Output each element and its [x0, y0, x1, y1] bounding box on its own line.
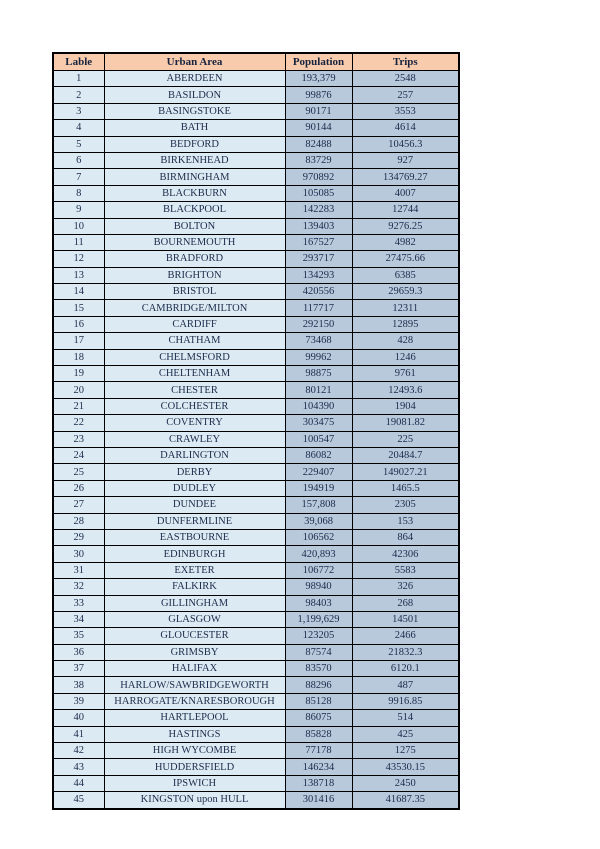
population-cell: 77178 [285, 743, 352, 759]
population-cell: 142283 [285, 202, 352, 218]
label-cell: 14 [53, 284, 104, 300]
table-row [53, 562, 459, 578]
table-row [53, 644, 459, 660]
header-row [53, 53, 459, 71]
population-cell: 134293 [285, 267, 352, 283]
table-row [53, 398, 459, 414]
urban-area-cell: CARDIFF [104, 316, 285, 332]
table-row [53, 693, 459, 709]
table-row [53, 202, 459, 218]
label-cell: 37 [53, 661, 104, 677]
label-cell: 9 [53, 202, 104, 218]
urban-area-cell: BLACKBURN [104, 185, 285, 201]
population-cell: 88296 [285, 677, 352, 693]
trips-cell: 12744 [352, 202, 459, 218]
population-cell: 90171 [285, 103, 352, 119]
trips-cell: 425 [352, 726, 459, 742]
population-cell: 293717 [285, 251, 352, 267]
urban-area-cell: BOLTON [104, 218, 285, 234]
trips-cell: 2466 [352, 628, 459, 644]
table-row [53, 529, 459, 545]
table-row [53, 513, 459, 529]
label-cell: 43 [53, 759, 104, 775]
urban-area-cell: DUNDEE [104, 497, 285, 513]
table-row [53, 333, 459, 349]
label-cell: 13 [53, 267, 104, 283]
table-row [53, 775, 459, 791]
trips-cell: 42306 [352, 546, 459, 562]
label-cell: 15 [53, 300, 104, 316]
urban-area-cell: FALKIRK [104, 579, 285, 595]
population-cell: 85828 [285, 726, 352, 742]
urban-area-cell: HARTLEPOOL [104, 710, 285, 726]
population-cell: 98403 [285, 595, 352, 611]
label-cell: 26 [53, 480, 104, 496]
population-cell: 98875 [285, 366, 352, 382]
table-row [53, 611, 459, 627]
label-cell: 31 [53, 562, 104, 578]
urban-area-cell: GRIMSBY [104, 644, 285, 660]
trips-cell: 12311 [352, 300, 459, 316]
population-cell: 80121 [285, 382, 352, 398]
trips-cell: 257 [352, 87, 459, 103]
label-cell: 34 [53, 611, 104, 627]
urban-area-cell: HIGH WYCOMBE [104, 743, 285, 759]
table-row [53, 251, 459, 267]
urban-area-cell: HARROGATE/KNARESBOROUGH [104, 693, 285, 709]
label-cell: 17 [53, 333, 104, 349]
label-cell: 23 [53, 431, 104, 447]
trips-cell: 225 [352, 431, 459, 447]
trips-cell: 428 [352, 333, 459, 349]
table-row [53, 382, 459, 398]
label-cell: 21 [53, 398, 104, 414]
urban-area-cell: GLOUCESTER [104, 628, 285, 644]
urban-area-cell: HASTINGS [104, 726, 285, 742]
table-row [53, 234, 459, 250]
population-cell: 229407 [285, 464, 352, 480]
trips-cell: 4614 [352, 120, 459, 136]
trips-cell: 12493.6 [352, 382, 459, 398]
urban-area-cell: GILLINGHAM [104, 595, 285, 611]
header-population: Population [285, 53, 352, 71]
header-trips: Trips [352, 53, 459, 71]
table-body [53, 71, 459, 809]
label-cell: 39 [53, 693, 104, 709]
trips-cell: 27475.66 [352, 251, 459, 267]
table-row [53, 218, 459, 234]
table-row [53, 136, 459, 152]
urban-area-cell: GLASGOW [104, 611, 285, 627]
trips-cell: 1904 [352, 398, 459, 414]
trips-cell: 12895 [352, 316, 459, 332]
label-cell: 1 [53, 71, 104, 87]
trips-cell: 14501 [352, 611, 459, 627]
table-row [53, 677, 459, 693]
urban-area-cell: HUDDERSFIELD [104, 759, 285, 775]
trips-cell: 153 [352, 513, 459, 529]
table-row [53, 349, 459, 365]
table-row [53, 661, 459, 677]
urban-area-cell: ABERDEEN [104, 71, 285, 87]
trips-cell: 20484.7 [352, 447, 459, 463]
population-cell: 138718 [285, 775, 352, 791]
trips-cell: 864 [352, 529, 459, 545]
trips-cell: 487 [352, 677, 459, 693]
population-cell: 90144 [285, 120, 352, 136]
population-cell: 167527 [285, 234, 352, 250]
population-cell: 157,808 [285, 497, 352, 513]
label-cell: 32 [53, 579, 104, 595]
population-cell: 146234 [285, 759, 352, 775]
trips-cell: 927 [352, 152, 459, 168]
trips-cell: 4982 [352, 234, 459, 250]
label-cell: 40 [53, 710, 104, 726]
label-cell: 10 [53, 218, 104, 234]
label-cell: 18 [53, 349, 104, 365]
population-cell: 194919 [285, 480, 352, 496]
label-cell: 28 [53, 513, 104, 529]
urban-area-cell: BRIGHTON [104, 267, 285, 283]
urban-area-cell: DUDLEY [104, 480, 285, 496]
population-cell: 1,199,629 [285, 611, 352, 627]
urban-area-cell: COLCHESTER [104, 398, 285, 414]
trips-cell: 9276.25 [352, 218, 459, 234]
urban-area-cell: DARLINGTON [104, 447, 285, 463]
table-row [53, 169, 459, 185]
population-cell: 106772 [285, 562, 352, 578]
label-cell: 45 [53, 792, 104, 809]
table-row [53, 103, 459, 119]
trips-cell: 10456.3 [352, 136, 459, 152]
trips-cell: 1275 [352, 743, 459, 759]
label-cell: 6 [53, 152, 104, 168]
label-cell: 41 [53, 726, 104, 742]
urban-area-cell: BIRKENHEAD [104, 152, 285, 168]
table-row [53, 431, 459, 447]
trips-cell: 134769.27 [352, 169, 459, 185]
population-cell: 100547 [285, 431, 352, 447]
trips-cell: 19081.82 [352, 415, 459, 431]
population-cell: 83729 [285, 152, 352, 168]
trips-cell: 2450 [352, 775, 459, 791]
urban-area-cell: IPSWICH [104, 775, 285, 791]
urban-area-cell: BIRMINGHAM [104, 169, 285, 185]
label-cell: 22 [53, 415, 104, 431]
urban-area-cell: HALIFAX [104, 661, 285, 677]
urban-area-cell: BLACKPOOL [104, 202, 285, 218]
trips-cell: 41687.35 [352, 792, 459, 809]
label-cell: 29 [53, 529, 104, 545]
population-cell: 301416 [285, 792, 352, 809]
trips-cell: 3553 [352, 103, 459, 119]
table-row [53, 497, 459, 513]
table-row [53, 120, 459, 136]
urban-area-cell: CHESTER [104, 382, 285, 398]
population-cell: 73468 [285, 333, 352, 349]
table-row [53, 759, 459, 775]
label-cell: 11 [53, 234, 104, 250]
urban-area-cell: CHATHAM [104, 333, 285, 349]
population-cell: 292150 [285, 316, 352, 332]
population-cell: 420,893 [285, 546, 352, 562]
urban-area-cell: EXETER [104, 562, 285, 578]
table-row [53, 726, 459, 742]
urban-area-cell: DERBY [104, 464, 285, 480]
population-cell: 39,068 [285, 513, 352, 529]
trips-cell: 4007 [352, 185, 459, 201]
label-cell: 4 [53, 120, 104, 136]
table-row [53, 628, 459, 644]
population-cell: 105085 [285, 185, 352, 201]
table-row [53, 415, 459, 431]
table-row [53, 579, 459, 595]
population-cell: 98940 [285, 579, 352, 595]
label-cell: 42 [53, 743, 104, 759]
label-cell: 27 [53, 497, 104, 513]
label-cell: 24 [53, 447, 104, 463]
urban-area-table [52, 52, 460, 810]
trips-cell: 2548 [352, 71, 459, 87]
label-cell: 44 [53, 775, 104, 791]
table-row [53, 710, 459, 726]
table-row [53, 300, 459, 316]
label-cell: 20 [53, 382, 104, 398]
population-cell: 139403 [285, 218, 352, 234]
urban-area-cell: BOURNEMOUTH [104, 234, 285, 250]
label-cell: 38 [53, 677, 104, 693]
urban-area-cell: COVENTRY [104, 415, 285, 431]
urban-area-cell: BASINGSTOKE [104, 103, 285, 119]
population-cell: 303475 [285, 415, 352, 431]
table-row [53, 71, 459, 87]
population-cell: 970892 [285, 169, 352, 185]
trips-cell: 5583 [352, 562, 459, 578]
label-cell: 19 [53, 366, 104, 382]
urban-area-cell: EDINBURGH [104, 546, 285, 562]
urban-area-cell: DUNFERMLINE [104, 513, 285, 529]
label-cell: 3 [53, 103, 104, 119]
trips-cell: 6120.1 [352, 661, 459, 677]
urban-area-cell: HARLOW/SAWBRIDGEWORTH [104, 677, 285, 693]
label-cell: 36 [53, 644, 104, 660]
table-row [53, 792, 459, 809]
urban-area-cell: CHELMSFORD [104, 349, 285, 365]
table-row [53, 464, 459, 480]
population-cell: 99876 [285, 87, 352, 103]
urban-area-cell: BRADFORD [104, 251, 285, 267]
table-row [53, 595, 459, 611]
trips-cell: 1465.5 [352, 480, 459, 496]
population-cell: 86082 [285, 447, 352, 463]
table-row [53, 546, 459, 562]
trips-cell: 149027.21 [352, 464, 459, 480]
table-row [53, 87, 459, 103]
population-cell: 104390 [285, 398, 352, 414]
urban-area-cell: KINGSTON upon HULL [104, 792, 285, 809]
table-row [53, 316, 459, 332]
table-row [53, 284, 459, 300]
label-cell: 7 [53, 169, 104, 185]
table-row [53, 447, 459, 463]
population-cell: 85128 [285, 693, 352, 709]
trips-cell: 6385 [352, 267, 459, 283]
trips-cell: 9916.85 [352, 693, 459, 709]
trips-cell: 29659.3 [352, 284, 459, 300]
table-row [53, 152, 459, 168]
trips-cell: 21832.3 [352, 644, 459, 660]
trips-cell: 9761 [352, 366, 459, 382]
population-cell: 117717 [285, 300, 352, 316]
label-cell: 8 [53, 185, 104, 201]
table-row [53, 743, 459, 759]
label-cell: 5 [53, 136, 104, 152]
label-cell: 35 [53, 628, 104, 644]
table-header [53, 53, 459, 71]
table-row [53, 185, 459, 201]
urban-area-cell: CAMBRIDGE/MILTON [104, 300, 285, 316]
urban-area-cell: CRAWLEY [104, 431, 285, 447]
trips-cell: 268 [352, 595, 459, 611]
header-lable: Lable [53, 53, 104, 71]
population-cell: 193,379 [285, 71, 352, 87]
population-cell: 86075 [285, 710, 352, 726]
urban-area-cell: CHELTENHAM [104, 366, 285, 382]
population-cell: 123205 [285, 628, 352, 644]
label-cell: 33 [53, 595, 104, 611]
urban-area-cell: BASILDON [104, 87, 285, 103]
urban-area-cell: BRISTOL [104, 284, 285, 300]
trips-cell: 1246 [352, 349, 459, 365]
table-row [53, 480, 459, 496]
trips-cell: 2305 [352, 497, 459, 513]
urban-area-cell: EASTBOURNE [104, 529, 285, 545]
urban-area-cell: BATH [104, 120, 285, 136]
table-row [53, 267, 459, 283]
label-cell: 12 [53, 251, 104, 267]
population-cell: 420556 [285, 284, 352, 300]
population-cell: 99962 [285, 349, 352, 365]
label-cell: 30 [53, 546, 104, 562]
trips-cell: 326 [352, 579, 459, 595]
header-urban-area: Urban Area [104, 53, 285, 71]
trips-cell: 514 [352, 710, 459, 726]
label-cell: 25 [53, 464, 104, 480]
population-cell: 83570 [285, 661, 352, 677]
population-cell: 87574 [285, 644, 352, 660]
label-cell: 16 [53, 316, 104, 332]
population-cell: 106562 [285, 529, 352, 545]
trips-cell: 43530.15 [352, 759, 459, 775]
table-row [53, 366, 459, 382]
population-cell: 82488 [285, 136, 352, 152]
label-cell: 2 [53, 87, 104, 103]
urban-area-cell: BEDFORD [104, 136, 285, 152]
